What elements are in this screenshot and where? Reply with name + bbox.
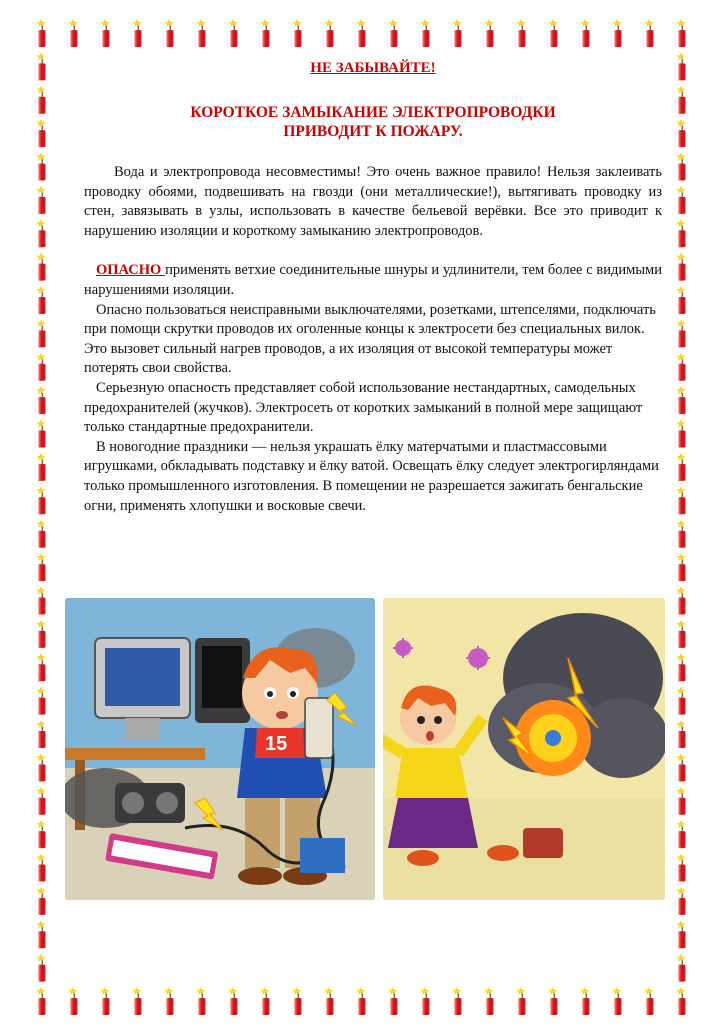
paragraph-switches: Опасно пользоваться неисправными выключателями, розетками, штепселями, подключать при помощи скрутки проводов их оголенные концы к электросети без специальных вилок. Это вызовет сильный нагрев проводов, а их изоляция от высокой температуры может потерять свои свойства.: [84, 301, 656, 377]
firecracker-icon: [677, 386, 686, 414]
firecracker-icon: [37, 620, 46, 648]
firecracker-icon: [677, 86, 686, 114]
firecracker-icon: [677, 286, 686, 314]
firecracker-icon: [37, 520, 46, 548]
firecracker-icon: [389, 19, 398, 47]
paragraph-fuses: Серьезную опасность представляет собой использование нестандартных, самодельных предохранителей (жучков). Электросеть от коротких замыканий в полной мере защищают только стандартные предохранители.: [84, 379, 643, 436]
firecracker-icon: [37, 319, 46, 347]
firecracker-icon: [261, 19, 270, 47]
firecracker-icon: [37, 954, 46, 982]
firecracker-icon: [677, 353, 686, 381]
illustration-overloaded-socket: [65, 598, 375, 900]
firecracker-icon: [37, 286, 46, 314]
firecracker-icon: [549, 19, 558, 47]
firecracker-icon: [453, 19, 462, 47]
firecracker-icon: [581, 987, 590, 1015]
danger-text: применять ветхие соединительные шнуры и удлинители, тем более с видимыми нарушениями изоляции.: [84, 262, 662, 298]
firecracker-icon: [37, 653, 46, 681]
firecracker-icon: [325, 19, 334, 47]
firecracker-icon: [37, 52, 46, 80]
firecracker-icon: [677, 520, 686, 548]
firecracker-icon: [677, 253, 686, 281]
firecracker-icon: [677, 19, 686, 47]
firecracker-icon: [357, 987, 366, 1015]
firecracker-icon: [677, 720, 686, 748]
firecracker-icon: [133, 19, 142, 47]
firecracker-icon: [37, 887, 46, 915]
firecracker-icon: [677, 420, 686, 448]
firecracker-icon: [197, 987, 206, 1015]
firecracker-icon: [389, 987, 398, 1015]
firecracker-icon: [357, 19, 366, 47]
firecracker-icon: [37, 186, 46, 214]
firecracker-icon: [37, 153, 46, 181]
firecracker-icon: [293, 19, 302, 47]
firecracker-icon: [37, 753, 46, 781]
paragraph-danger: [84, 261, 662, 300]
firecracker-icon: [581, 19, 590, 47]
firecracker-icon: [165, 19, 174, 47]
firecracker-icon: [645, 19, 654, 47]
firecracker-icon: [37, 920, 46, 948]
firecracker-icon: [165, 987, 174, 1015]
firecracker-icon: [645, 987, 654, 1015]
firecracker-icon: [677, 586, 686, 614]
main-heading-line1: КОРОТКОЕ ЗАМЫКАНИЕ ЭЛЕКТРОПРОВОДКИ: [190, 104, 556, 121]
firecracker-icon: [101, 987, 110, 1015]
firecracker-icon: [677, 954, 686, 982]
firecracker-icon: [677, 219, 686, 247]
firecracker-icon: [421, 19, 430, 47]
firecracker-icon: [677, 887, 686, 915]
firecracker-icon: [677, 319, 686, 347]
firecracker-icon: [37, 820, 46, 848]
firecracker-icon: [37, 119, 46, 147]
firecracker-icon: [613, 19, 622, 47]
firecracker-icon: [677, 753, 686, 781]
danger-keyword: ОПАСНО: [96, 262, 166, 279]
firecracker-icon: [229, 19, 238, 47]
illustration-sparking-socket: [383, 598, 665, 900]
overloaded-socket-image: [65, 598, 375, 900]
paragraph-water: Вода и электропровода несовместимы! Это очень важное правило! Нельзя заклеивать проводку обоями, подвешивать на гвозди (они металлические!), вытягивать проводку из стен, завязывать в узлы, использовать в качестве бельевой верёвки. Все это приводит к нарушению изоляции и короткому замыканию электропроводов.: [84, 164, 662, 239]
firecracker-icon: [37, 720, 46, 748]
firecracker-icon: [677, 820, 686, 848]
firecracker-icon: [677, 787, 686, 815]
firecracker-icon: [37, 219, 46, 247]
firecracker-icon: [677, 920, 686, 948]
firecracker-icon: [37, 353, 46, 381]
firecracker-icon: [37, 787, 46, 815]
firecracker-icon: [229, 987, 238, 1015]
firecracker-icon: [69, 987, 78, 1015]
firecracker-icon: [517, 19, 526, 47]
firecracker-icon: [37, 987, 46, 1015]
firecracker-icon: [677, 186, 686, 214]
firecracker-icon: [677, 119, 686, 147]
firecracker-icon: [677, 553, 686, 581]
firecracker-icon: [69, 19, 78, 47]
firecracker-icon: [37, 420, 46, 448]
firecracker-icon: [37, 687, 46, 715]
firecracker-icon: [549, 987, 558, 1015]
paragraph-new-year: В новогодние праздники — нельзя украшать ёлку матерчатыми и пластмассовыми игрушками, обкладывать подставку и ёлку ватой. Освещать ёлку следует электрогирляндами только промышленного изготовления. В помещении не разрешается зажигать бенгальские огни, применять хлопушки и восковые свечи.: [84, 438, 659, 514]
firecracker-icon: [421, 987, 430, 1015]
firecracker-icon: [453, 987, 462, 1015]
firecracker-icon: [677, 620, 686, 648]
firecracker-icon: [325, 987, 334, 1015]
firecracker-icon: [37, 253, 46, 281]
firecracker-icon: [517, 987, 526, 1015]
main-heading: [84, 103, 662, 141]
firecracker-icon: [677, 653, 686, 681]
firecracker-icon: [677, 853, 686, 881]
firecracker-icon: [37, 853, 46, 881]
firecracker-icon: [677, 153, 686, 181]
sparking-socket-image: [383, 598, 665, 900]
firecracker-icon: [677, 52, 686, 80]
firecracker-icon: [485, 19, 494, 47]
firecracker-icon: [37, 486, 46, 514]
document-body: [84, 60, 662, 516]
firecracker-icon: [133, 987, 142, 1015]
firecracker-icon: [37, 453, 46, 481]
firecracker-icon: [37, 386, 46, 414]
firecracker-icon: [677, 987, 686, 1015]
main-heading-line2: ПРИВОДИТ К ПОЖАРУ.: [283, 123, 463, 140]
firecracker-icon: [677, 453, 686, 481]
firecracker-icon: [197, 19, 206, 47]
firecracker-icon: [37, 553, 46, 581]
firecracker-icon: [677, 486, 686, 514]
notice-title: НЕ ЗАБЫВАЙТЕ!: [310, 60, 436, 76]
firecracker-icon: [613, 987, 622, 1015]
firecracker-icon: [677, 687, 686, 715]
firecracker-icon: [261, 987, 270, 1015]
firecracker-icon: [37, 586, 46, 614]
firecracker-icon: [37, 86, 46, 114]
firecracker-icon: [37, 19, 46, 47]
firecracker-icon: [101, 19, 110, 47]
firecracker-icon: [485, 987, 494, 1015]
firecracker-icon: [293, 987, 302, 1015]
jersey-number: 15: [265, 733, 288, 755]
